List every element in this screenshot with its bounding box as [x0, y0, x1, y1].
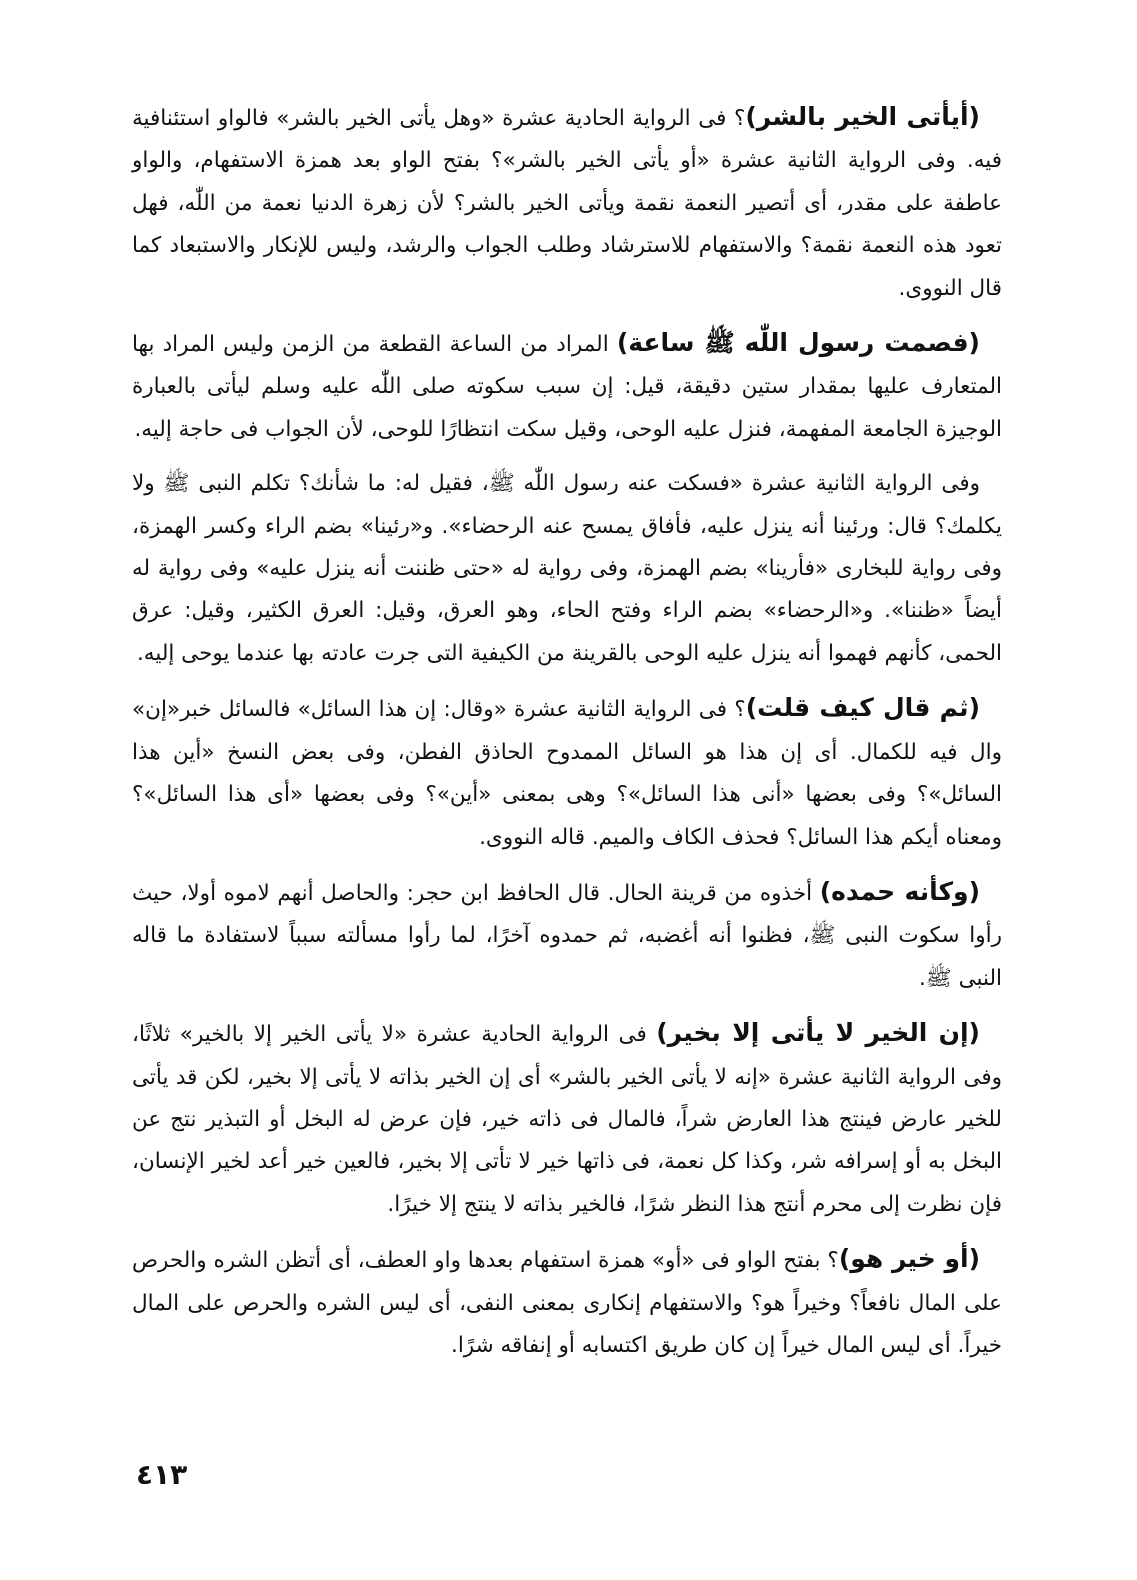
- paragraph-4: [132, 687, 1002, 859]
- lemma-heading: (أو خير هو): [838, 1244, 980, 1274]
- page-body: [132, 96, 1002, 1379]
- paragraph-text: ؟ فى الرواية الحادية عشرة «وهل يأتى الخير بالشر» فالواو استئنافية فيه. وفى الرواية الثانية عشرة «أو يأتى الخير بالشر»؟ بفتح الواو بعد همزة الاستفهام، والواو عاطفة على مقدر، أى أتصير النعمة نقمة ويأتى الخير بالشر؟ لأن زهرة الدنيا نعمة من اللّٰه، فهل تعود هذه النعمة نقمة؟ والاستفهام للاسترشاد وطلب الجواب والرشد، وليس للإنكار والاستبعاد كما قال النووى.: [132, 106, 1002, 301]
- lemma-heading: (أيأتى الخير بالشر): [745, 102, 980, 131]
- lemma-heading: (ثم قال كيف قلت): [745, 693, 980, 723]
- paragraph-7: [132, 1238, 1002, 1367]
- paragraph-text: المراد من الساعة القطعة من الزمن وليس المراد بها المتعارف عليها بمقدار ستين دقيقة، قيل: إن سبب سكوته صلى اللّٰه عليه وسلم ليأتى بالعبارة الوجيزة الجامعة المفهمة، فنزل عليه الوحى، وقيل سكت انتظارًا للوحى، لأن الجواب فى حاجة إليه.: [132, 332, 1002, 442]
- paragraph-text: ؟ فى الرواية الثانية عشرة «وقال: إن هذا السائل» فالسائل خبر«إن» وال فيه للكمال. أى إن هذا هو السائل الممدوح الحاذق الفطن، وفى بعض النسخ «أين هذا السائل»؟ وفى بعضها «أنى هذا السائل»؟ وهى بمعنى «أين»؟ وفى بعضها «أى هذا السائل»؟ ومعناه أيكم هذا السائل؟ فحذف الكاف والميم. قاله النووى.: [132, 697, 1002, 850]
- paragraph-text: أخذوه من قرينة الحال. قال الحافظ ابن حجر: والحاصل أنهم لاموه أولا، حيث رأوا سكوت النبى ﷺ، فظنوا أنه أغضبه، ثم حمدوه آخرًا، لما رأوا مسألته سبباً لاستفادة ما قاله النبى ﷺ.: [132, 880, 1002, 991]
- paragraph-text: فى الرواية الحادية عشرة «لا يأتى الخير إلا بالخير» ثلاثًا، وفى الرواية الثانية عشرة «إنه لا يأتى الخير بالشر» أى إن الخير بذاته لا يأتى إلا بخير، لكن قد يأتى للخير عارض فينتج هذا العارض شراً، فالمال فى ذاته خير، فإن عرض له البخل أو التبذير نتج عن البخل به أو إسرافه شر، وكذا كل نعمة، فى ذاتها خير لا تأتى إلا بخير، فالعين خير أعد لخير الإنسان، فإن نظرت إلى محرم أنتج هذا النظر شرًا، فالخير بذاته لا ينتج إلا خيرًا.: [132, 1022, 1002, 1217]
- lemma-heading: (إن الخير لا يأتى إلا بخير): [656, 1018, 980, 1048]
- paragraph-text: ؟ بفتح الواو فى «أو» همزة استفهام بعدها واو العطف، أى أتظن الشره والحرص على المال نافعاً؟ وخيراً هو؟ والاستفهام إنكارى بمعنى النفى، أى ليس الشره والحرص على المال خيراً. أى ليس المال خيراً إن كان طريق اكتسابه أو إنفاقه شرًا.: [132, 1248, 1002, 1358]
- lemma-heading: (فصمت رسول اللّٰه ﷺ ساعة): [616, 328, 980, 358]
- paragraph-5: [132, 871, 1002, 1000]
- paragraph-1: [132, 96, 1002, 310]
- lemma-heading: (وكأنه حمده): [819, 876, 980, 906]
- paragraph-3: [132, 463, 1002, 675]
- paragraph-text: وفى الرواية الثانية عشرة «فسكت عنه رسول اللّٰه ﷺ، فقيل له: ما شأنك؟ تكلم النبى ﷺ ولا يكلمك؟ قال: ورئينا أنه ينزل عليه، فأفاق يمسح عنه الرحضاء». و«رئينا» بضم الراء وكسر الهمزة، وفى رواية للبخارى «فأرينا» بضم الهمزة، وفى رواية له «حتى ظننت أنه ينزل عليه» وفى رواية له أيضاً «ظننا». و«الرحضاء» بضم الراء وفتح الحاء، وهو العرق، وقيل: العرق الكثير، وقيل: عرق الحمى، كأنهم فهموا أنه ينزل عليه الوحى بالقرينة من الكيفية التى جرت عادته بها عندما يوحى إليه.: [132, 471, 1002, 666]
- paragraph-2: [132, 322, 1002, 451]
- paragraph-6: [132, 1012, 1002, 1226]
- page-number: ٤١٣: [136, 1458, 188, 1491]
